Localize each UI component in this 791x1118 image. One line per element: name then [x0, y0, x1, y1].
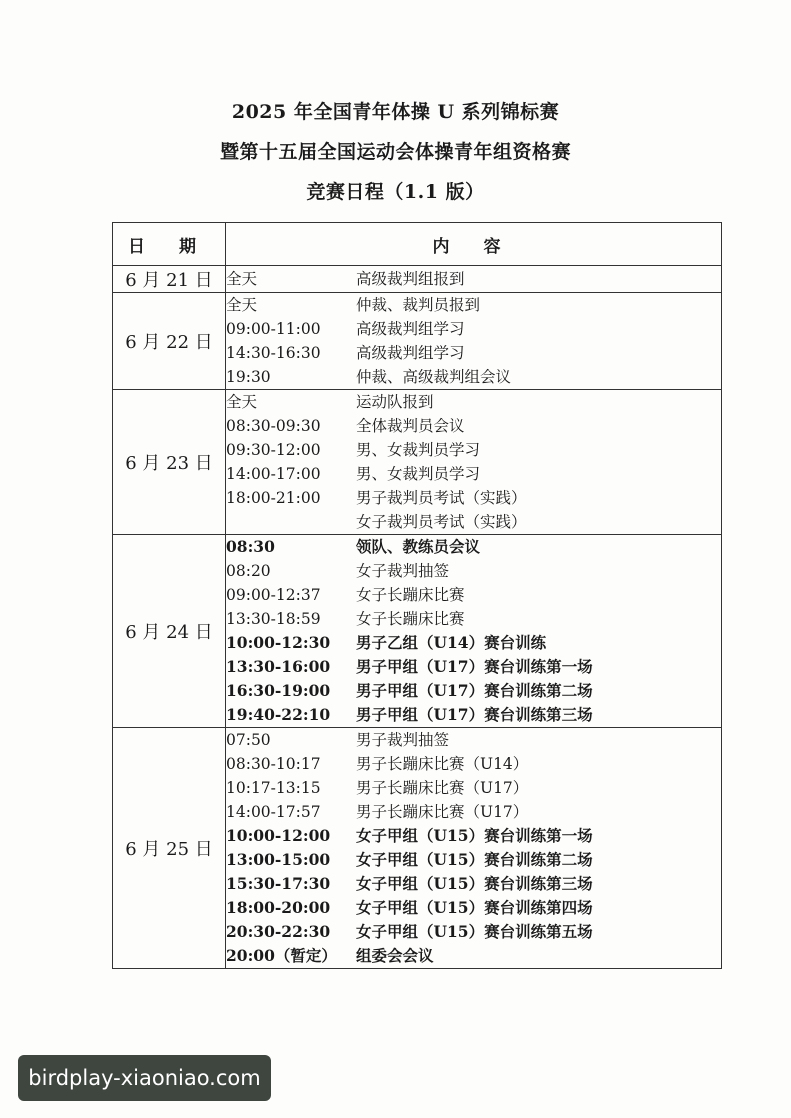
- item-time: 16:30-19:00: [226, 681, 331, 700]
- schedule-item: [226, 341, 721, 365]
- item-time: 全天: [226, 393, 258, 411]
- schedule-item: [226, 438, 721, 462]
- item-description: 男子甲组（U17）赛台训练第一场: [356, 657, 593, 676]
- table-row: [113, 535, 722, 728]
- item-time: 08:30: [226, 537, 275, 556]
- table-row: [113, 293, 722, 390]
- day-content: [226, 266, 722, 293]
- table-header-row: [113, 223, 722, 266]
- table-row: [113, 728, 722, 969]
- item-time: 18:00-20:00: [226, 898, 331, 917]
- schedule-item: [226, 462, 721, 486]
- schedule-item: [226, 920, 721, 944]
- day-date: 6 月 21 日: [113, 266, 226, 293]
- item-description: 领队、教练员会议: [356, 537, 481, 556]
- item-description: 男、女裁判员学习: [356, 441, 481, 459]
- schedule-item: [226, 535, 721, 559]
- item-description: 高级裁判组报到: [356, 270, 465, 288]
- item-time: 09:30-12:00: [226, 441, 321, 459]
- item-time: 19:30: [226, 368, 271, 386]
- schedule-item: [226, 679, 721, 703]
- item-time: 14:00-17:00: [226, 465, 321, 483]
- title-line-1: 2025 年全国青年体操 U 系列锦标赛: [231, 101, 560, 123]
- schedule-item: [226, 390, 721, 414]
- item-time: 08:30-10:17: [226, 755, 321, 773]
- schedule-item: [226, 944, 721, 968]
- schedule-item: [226, 365, 721, 389]
- item-description: 高级裁判组学习: [356, 344, 465, 362]
- schedule-item: [226, 583, 721, 607]
- day-date: 6 月 22 日: [113, 293, 226, 390]
- item-time: 13:30-18:59: [226, 610, 321, 628]
- item-description: 男、女裁判员学习: [356, 465, 481, 483]
- schedule-item: [226, 655, 721, 679]
- table-row: [113, 266, 722, 293]
- item-description: 男子长蹦床比赛（U14）: [356, 755, 529, 773]
- item-description: 女子甲组（U15）赛台训练第二场: [356, 850, 593, 869]
- item-description: 女子长蹦床比赛: [356, 610, 465, 628]
- title-line-2: 暨第十五届全国运动会体操青年组资格赛: [219, 141, 571, 163]
- item-description: 女子裁判员考试（实践）: [356, 513, 527, 531]
- document-title: [0, 100, 791, 220]
- item-time: 10:00-12:00: [226, 826, 331, 845]
- item-time: 13:00-15:00: [226, 850, 331, 869]
- schedule-item: [226, 703, 721, 727]
- header-content: 内 容: [226, 223, 722, 266]
- item-description: 男子甲组（U17）赛台训练第二场: [356, 681, 593, 700]
- item-time: 20:30-22:30: [226, 922, 331, 941]
- schedule-item: [226, 800, 721, 824]
- item-description: 女子甲组（U15）赛台训练第一场: [356, 826, 593, 845]
- item-time: 20:00（暂定）: [226, 946, 337, 965]
- item-description: 仲裁、裁判员报到: [356, 296, 481, 314]
- schedule-item: [226, 824, 721, 848]
- title-line-3: 竞赛日程（1.1 版）: [306, 181, 485, 203]
- day-content: [226, 390, 722, 535]
- item-time: 全天: [226, 296, 258, 314]
- item-time: 19:40-22:10: [226, 705, 331, 724]
- day-date: 6 月 23 日: [113, 390, 226, 535]
- item-description: 全体裁判员会议: [356, 417, 465, 435]
- day-content: [226, 293, 722, 390]
- schedule-item: [226, 510, 721, 534]
- item-description: 仲裁、高级裁判组会议: [356, 368, 512, 386]
- item-description: 男子裁判抽签: [356, 731, 450, 749]
- item-description: 女子裁判抽签: [356, 562, 450, 580]
- schedule-item: [226, 896, 721, 920]
- day-date: 6 月 25 日: [113, 728, 226, 969]
- item-description: 组委会会议: [356, 946, 434, 965]
- schedule-item: [226, 267, 721, 291]
- schedule-item: [226, 848, 721, 872]
- schedule-item: [226, 317, 721, 341]
- item-description: 高级裁判组学习: [356, 320, 465, 338]
- item-time: 全天: [226, 270, 258, 288]
- schedule-item: [226, 776, 721, 800]
- item-description: 女子长蹦床比赛: [356, 586, 465, 604]
- item-description: 运动队报到: [356, 393, 434, 411]
- item-description: 男子长蹦床比赛（U17）: [356, 779, 529, 797]
- schedule-item: [226, 728, 721, 752]
- item-time: 07:50: [226, 731, 271, 749]
- watermark: birdplay-xiaoniao.com: [18, 1055, 271, 1101]
- header-date: 日 期: [113, 223, 226, 266]
- schedule-item: [226, 293, 721, 317]
- schedule-item: [226, 414, 721, 438]
- schedule-item: [226, 486, 721, 510]
- day-content: [226, 728, 722, 969]
- item-time: 14:00-17:57: [226, 803, 321, 821]
- schedule-item: [226, 607, 721, 631]
- schedule-table: [112, 222, 722, 969]
- item-time: 09:00-11:00: [226, 320, 321, 338]
- item-description: 女子甲组（U15）赛台训练第五场: [356, 922, 593, 941]
- item-time: 09:00-12:37: [226, 586, 321, 604]
- schedule-item: [226, 872, 721, 896]
- item-description: 男子裁判员考试（实践）: [356, 489, 527, 507]
- item-description: 男子长蹦床比赛（U17）: [356, 803, 529, 821]
- schedule-item: [226, 752, 721, 776]
- schedule-item: [226, 631, 721, 655]
- item-time: 15:30-17:30: [226, 874, 331, 893]
- item-description: 男子甲组（U17）赛台训练第三场: [356, 705, 593, 724]
- item-time: 08:20: [226, 562, 271, 580]
- item-description: 男子乙组（U14）赛台训练: [356, 633, 547, 652]
- day-date: 6 月 24 日: [113, 535, 226, 728]
- item-time: 10:17-13:15: [226, 779, 321, 797]
- day-content: [226, 535, 722, 728]
- table-row: [113, 390, 722, 535]
- item-time: 18:00-21:00: [226, 489, 321, 507]
- item-time: 13:30-16:00: [226, 657, 331, 676]
- item-time: 08:30-09:30: [226, 417, 321, 435]
- schedule-item: [226, 559, 721, 583]
- item-description: 女子甲组（U15）赛台训练第四场: [356, 898, 593, 917]
- item-time: [226, 510, 356, 534]
- item-time: 14:30-16:30: [226, 344, 321, 362]
- item-time: 10:00-12:30: [226, 633, 331, 652]
- item-description: 女子甲组（U15）赛台训练第三场: [356, 874, 593, 893]
